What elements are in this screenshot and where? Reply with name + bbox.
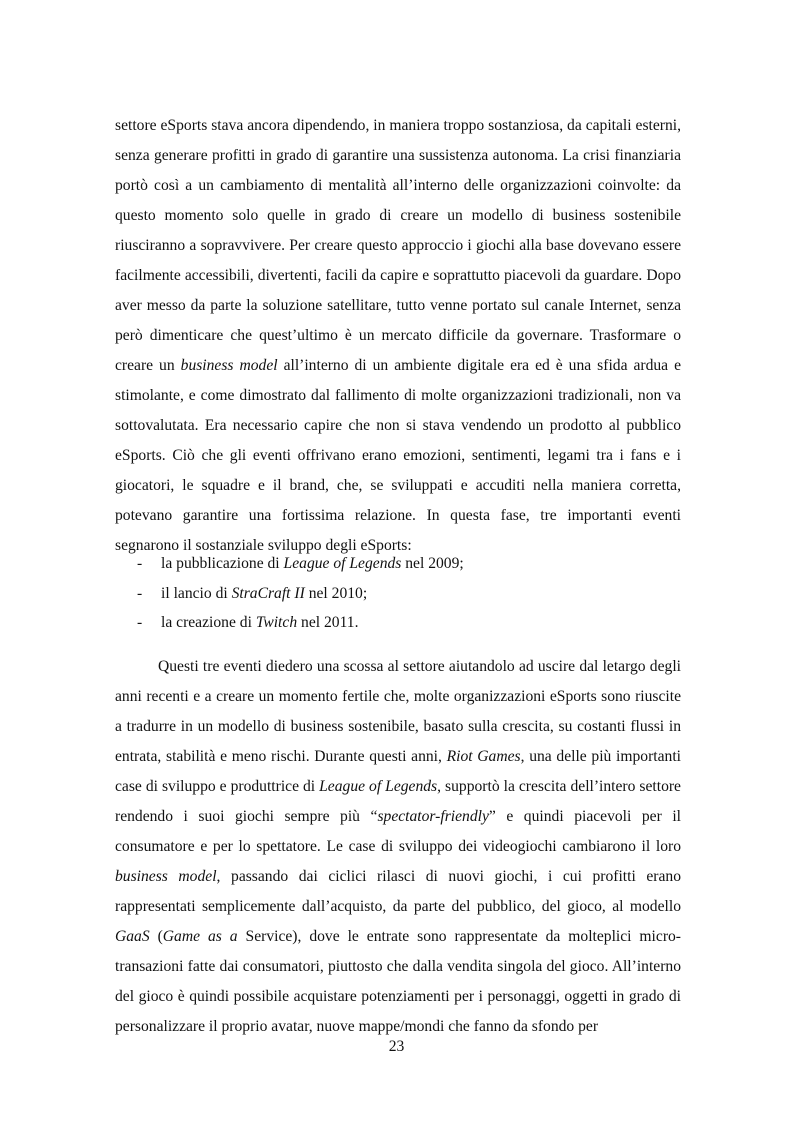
list-item-text: nel 2009; (401, 555, 464, 572)
list-item (137, 608, 464, 638)
italic-term: StraCraft II (231, 584, 305, 602)
paragraph-text: ( (149, 928, 163, 945)
italic-term: League of Legends (319, 778, 438, 795)
paragraph-text: ” e quindi piacevoli per il consumatore e per lo spettatore. Le case di sviluppo dei videogiochi cambiarono il loro (115, 808, 681, 855)
paragraph-text: all’interno di un ambiente digitale era ed è una sfida ardua e stimolante, e come dimostrato dal fallimento di molte organizzazioni tradizionali, non va sottovalutata. Era necessario capire che non si stava vendendo un prodotto al pubblico eSports. Ciò che gli eventi offrivano erano emozioni, sentimenti, legami tra i fans e i giocatori, le squadre e il brand, che, se sviluppati e accuditi nella maniera corretta, potevano garantire una fortissima relazione. In questa fase, tre importanti eventi segnarono il sostanziale sviluppo degli eSports: (115, 357, 682, 554)
italic-term: business model (115, 868, 217, 885)
paragraph-text: , una delle più importanti case di sviluppo e produttrice di (115, 748, 682, 795)
italic-term: League of Legends (283, 555, 402, 572)
page-number: 23 (388, 1038, 405, 1055)
paragraph-text: Questi tre eventi diedero una scossa al settore aiutandolo ad uscire dal letargo degli anni recenti e a creare un momento fertile che, molte organizzazioni eSports sono riuscite a tradurre in un modello di business sostenibile, basato sulla crescita, su costanti flussi in entrata, stabilità e meno rischi. Durante questi anni, (115, 658, 681, 765)
list-item-text: il lancio di (161, 584, 232, 602)
list-item (137, 549, 464, 579)
paragraph-text: settore eSports stava ancora dipendendo, in maniera troppo sostanziosa, da capitali esterni, senza generare profitti in grado di garantire una sussistenza autonoma. La crisi finanziaria portò così a un cambiamento di mentalità all’interno delle organizzazioni coinvolte: da questo momento solo quelle in grado di creare un modello di business sostenibile riusciranno a sopravvivere. Per creare questo approccio i giochi alla base dovevano essere facilmente accessibili, divertenti, facili da capire e soprattutto piacevoli da guardare. Dopo aver messo da parte la soluzione satellitare, tutto venne portato sul canale Internet, senza però dimenticare che quest’ultimo è un mercato difficile da governare. Trasformare o creare un (115, 117, 681, 374)
list-item-text: la pubblicazione di (161, 555, 284, 572)
list-item-text: nel 2011. (297, 614, 359, 631)
paragraph-text: Service), dove le entrate sono rappresentate da molteplici micro-transazioni fatte dai consumatori, piuttosto che dalla vendita singola del gioco. All’interno del gioco è quindi possibile acquistare potenziamenti per i personaggi, oggetti in grado di personalizzare il proprio avatar, nuove mappe/mondi che fanno da sfondo per (115, 928, 681, 1035)
list-item (137, 579, 464, 609)
italic-term: GaaS (115, 928, 150, 945)
list-bullet: - (137, 584, 143, 602)
list-bullet: - (137, 555, 143, 572)
list-item-text: la creazione di (161, 614, 256, 631)
italic-term: Game as a (162, 928, 238, 945)
paragraph-events (115, 652, 681, 1042)
italic-term: Twitch (255, 614, 298, 631)
italic-term: spectator-friendly (377, 808, 489, 825)
list-bullet: - (137, 614, 143, 631)
italic-term: business model (180, 357, 278, 374)
paragraph-text: , passando dai ciclici rilasci di nuovi giochi, i cui profitti erano rappresentati semplicemente dall’acquisto, da parte del pubblico, del gioco, al modello (115, 868, 682, 915)
italic-term: Riot Games (446, 748, 521, 765)
list-item-text: nel 2010; (304, 584, 368, 602)
paragraph-crisis (115, 111, 681, 561)
paragraph-text: , supportò la crescita dell’intero settore rendendo i suoi giochi sempre più “ (115, 778, 681, 825)
events-list (137, 549, 464, 638)
